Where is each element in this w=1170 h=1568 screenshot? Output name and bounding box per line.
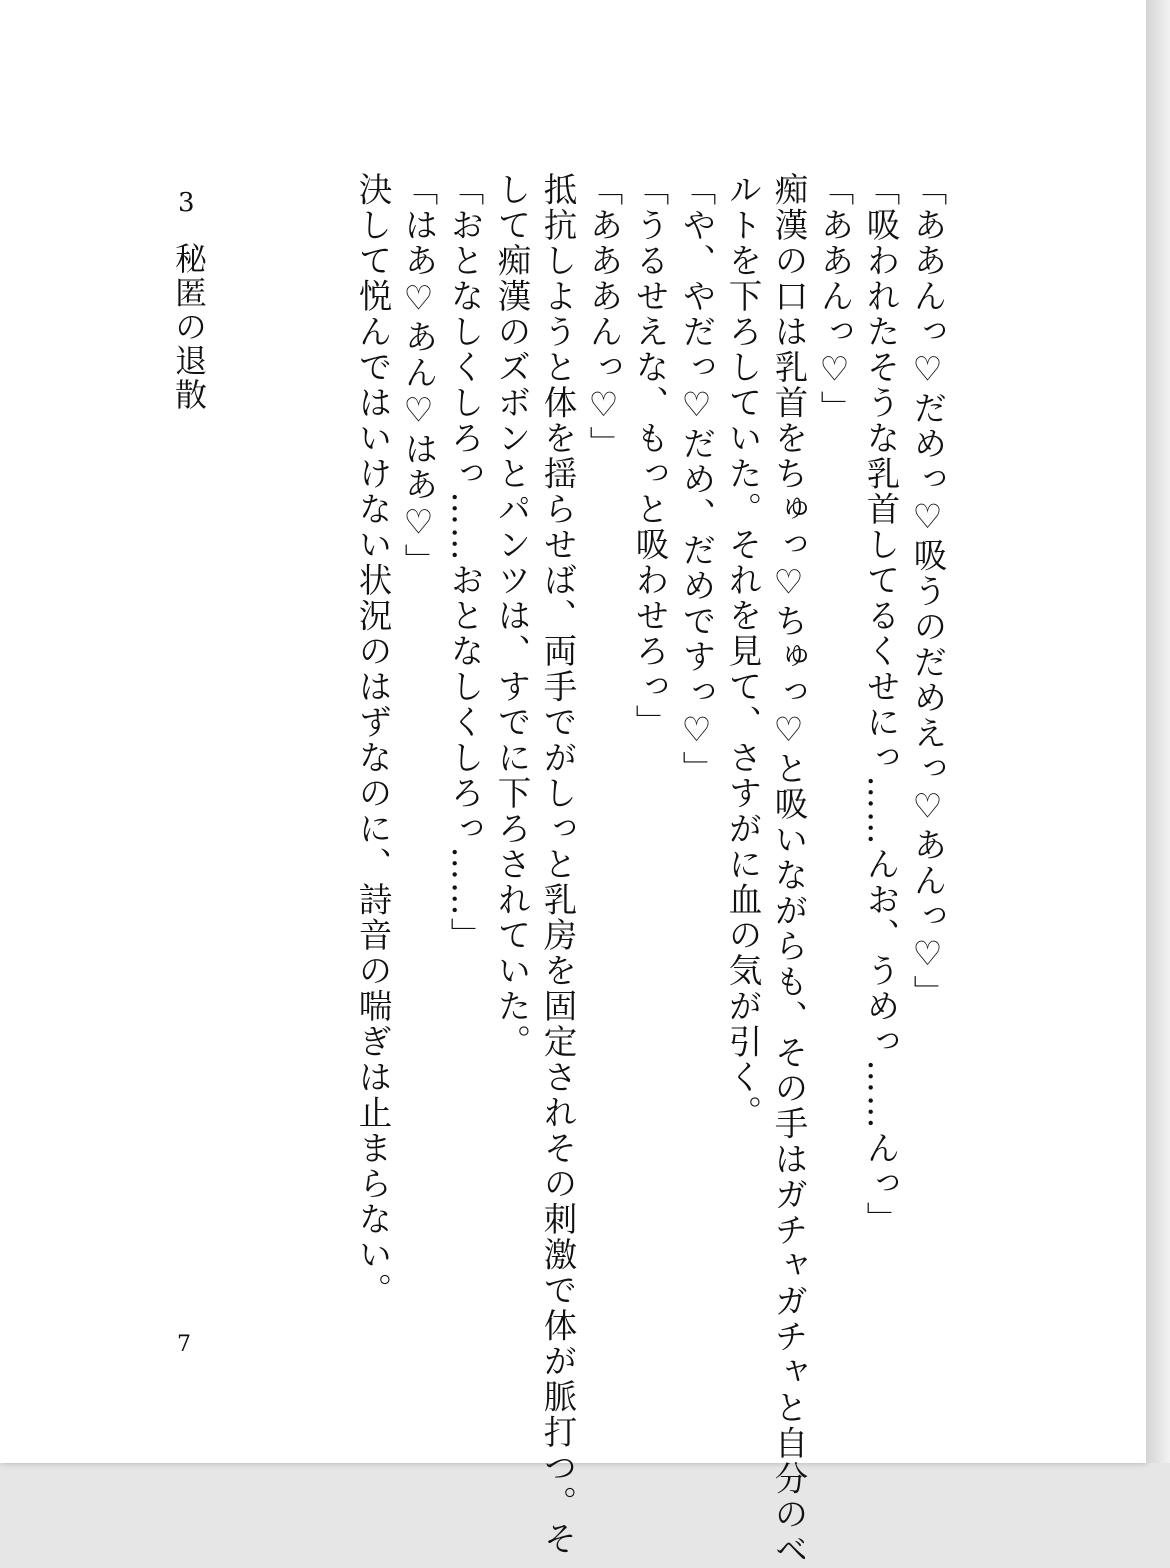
- text-line: 「おとなしくしろっ……おとなしくしろっ……」: [445, 172, 484, 953]
- text-line: 「ああんっ♡だめっ♡吸うのだめえっ♡あんっ♡」: [908, 172, 947, 1011]
- text-line: 「うるせえな、もっと吸わせろっ」: [630, 172, 669, 740]
- text-line: 痴漢の口は乳首をちゅっ♡ちゅっ♡と吸いながらも、その手はガチャガチャと自分のベ: [769, 172, 808, 1568]
- text-line: 抵抗しようと体を揺らせば、両手でがしっと乳房を固定されその刺激で体が脈打つ。そ: [538, 172, 577, 1557]
- page-edge: [1146, 0, 1170, 1463]
- text-line: 「吸われたそうな乳首してるくせにっ……んお、うめっ……んっ」: [861, 172, 900, 1237]
- page-number: 7: [177, 1332, 191, 1357]
- text-line: ルトを下ろしていた。それを見て、さすがに血の気が引く。: [723, 172, 762, 1131]
- text-line: 決して悦んではいけない状況のはずなのに、詩音の喘ぎは止まらない。: [353, 172, 392, 1308]
- text-line: 「はあ♡あん♡はあ♡」: [399, 172, 438, 579]
- text-line: して痴漢のズボンとパンツは、すでに下ろされていた。: [492, 172, 531, 1060]
- text-line: 「あああんっ♡」: [584, 172, 623, 462]
- text-line: 「ああんっ♡」: [815, 172, 854, 426]
- text-line: 「や、やだっ♡だめ、だめですっ♡」: [677, 172, 716, 787]
- chapter-number: 3: [178, 188, 195, 218]
- chapter-title: 秘匿の退散: [170, 242, 208, 412]
